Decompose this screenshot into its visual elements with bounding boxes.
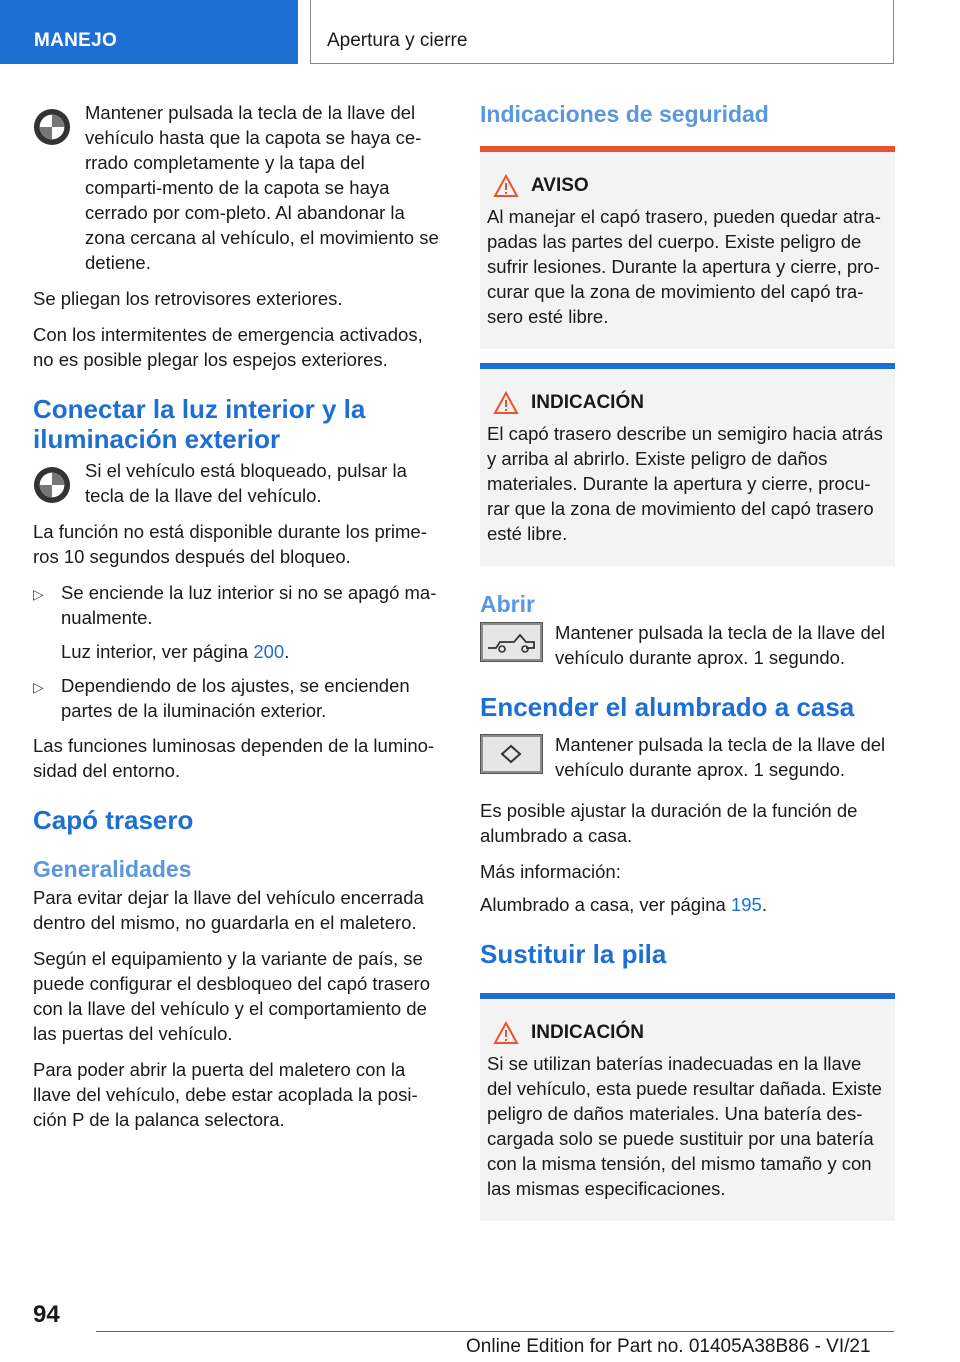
warning-triangle-icon bbox=[493, 391, 519, 415]
logo-paragraph bbox=[33, 458, 443, 508]
page-link[interactable]: 195 bbox=[730, 894, 762, 915]
headlight-key-icon bbox=[480, 734, 543, 774]
list-item-text: Se enciende la luz interior si no se apagó ma-nualmente. bbox=[61, 582, 437, 628]
right-column bbox=[480, 100, 895, 1235]
section-tab bbox=[0, 0, 298, 64]
warning-text: Al manejar el capó trasero, pueden quedar atra-padas las partes del cuerpo. Existe peligro de sufrir lesiones. Durante la apertura y cierre, pro-curar que la zona de movimiento del capó tra-sero esté libre. bbox=[487, 206, 881, 327]
heading-trunk: Capó trasero bbox=[33, 805, 194, 835]
heading-home-light: Encender el alumbrado a casa bbox=[480, 692, 855, 722]
warning-triangle-icon bbox=[493, 1021, 519, 1045]
heading-battery: Sustituir la pila bbox=[480, 939, 667, 969]
body-text: La función no está disponible durante los prime-ros 10 segundos después del bloqueo. bbox=[33, 521, 427, 567]
notice-label: INDICACIÓN bbox=[531, 1022, 644, 1043]
body-text: Las funciones luminosas dependen de la lumino-sidad del entorno. bbox=[33, 735, 435, 781]
body-text: Si el vehículo está bloqueado, pulsar la tecla de la llave del vehículo. bbox=[85, 460, 407, 506]
body-text: Es posible ajustar la duración de la función de alumbrado a casa. bbox=[480, 800, 858, 846]
warning-triangle-icon bbox=[493, 174, 519, 198]
key-button-paragraph bbox=[480, 620, 895, 672]
warning-label: AVISO bbox=[531, 175, 589, 196]
heading-general: Generalidades bbox=[33, 856, 192, 882]
brand-logo-icon bbox=[33, 108, 71, 146]
trunk-key-icon bbox=[480, 622, 543, 662]
page-reference: Alumbrado a casa, ver página 195. bbox=[480, 894, 767, 915]
body-text: Con los intermitentes de emergencia activados, no es posible plegar los espejos exteriores. bbox=[33, 324, 423, 370]
warning-box bbox=[480, 146, 895, 349]
heading-open: Abrir bbox=[480, 591, 535, 617]
notice-text: El capó trasero describe un semigiro hacia atrás y arriba al abrirlo. Existe peligro de daños materiales. Durante la apertura y cierre, procu-rar que la zona de movimiento del capó trasero esté libre. bbox=[487, 423, 883, 544]
logo-paragraph bbox=[33, 100, 443, 275]
triangle-bullet-icon: ▷ bbox=[33, 679, 44, 695]
page-number: 94 bbox=[33, 1301, 60, 1328]
heading-safety: Indicaciones de seguridad bbox=[480, 101, 769, 127]
notice-box bbox=[480, 993, 895, 1221]
body-text: Para evitar dejar la llave del vehículo encerrada dentro del mismo, no guardarla en el maletero. bbox=[33, 887, 424, 933]
edition-note: Online Edition for Part no. 01405A38B86 - VI/21 bbox=[466, 1336, 871, 1357]
page-reference: Luz interior, ver página 200. bbox=[61, 641, 290, 662]
section-title: MANEJO bbox=[34, 30, 118, 51]
body-text: Según el equipamiento y la variante de país, se puede configurar el desbloqueo del capó trasero con la llave del vehículo y el comportamiento de las puertas del vehículo. bbox=[33, 948, 431, 1044]
brand-logo-icon bbox=[33, 466, 71, 504]
body-text: Se pliegan los retrovisores exteriores. bbox=[33, 288, 343, 309]
list-item bbox=[33, 673, 443, 723]
body-text: Para poder abrir la puerta del maletero con la llave del vehículo, debe estar acoplada la posi-ción P de la palanca selectora. bbox=[33, 1059, 418, 1130]
body-text: Mantener pulsada la tecla de la llave del vehículo hasta que la capota se haya ce-rrado completamente y la tapa del comparti-mento de la capota se haya cerrado por com-pleto. Al abandonar la zona cercana al vehículo, el movimiento se detiene. bbox=[85, 102, 439, 273]
triangle-bullet-icon: ▷ bbox=[33, 586, 44, 602]
body-text: Mantener pulsada la tecla de la llave del vehículo durante aprox. 1 segundo. bbox=[555, 622, 886, 668]
body-text: Mantener pulsada la tecla de la llave del vehículo durante aprox. 1 segundo. bbox=[555, 734, 886, 780]
bullet-list bbox=[33, 580, 443, 723]
page-link[interactable]: 200 bbox=[253, 641, 285, 662]
chapter-title: Apertura y cierre bbox=[327, 30, 468, 51]
list-item-text: Dependiendo de los ajustes, se encienden partes de la iluminación exterior. bbox=[61, 675, 410, 721]
notice-label: INDICACIÓN bbox=[531, 392, 644, 413]
key-button-paragraph bbox=[480, 732, 895, 784]
notice-box bbox=[480, 363, 895, 566]
left-column bbox=[33, 100, 443, 1143]
body-text: Más información: bbox=[480, 861, 621, 882]
footer-divider bbox=[96, 1331, 894, 1332]
heading-light: Conectar la luz interior y la iluminación exterior bbox=[33, 394, 366, 454]
list-item bbox=[33, 580, 443, 664]
chapter-tab bbox=[310, 0, 894, 64]
notice-text: Si se utilizan baterías inadecuadas en la llave del vehículo, esta puede resultar dañada. Existe peligro de daños materiales. Una batería des-cargada solo se puede sustituir por una batería con la misma tensión, del mismo tamaño y con las mismas especificaciones. bbox=[487, 1053, 882, 1199]
